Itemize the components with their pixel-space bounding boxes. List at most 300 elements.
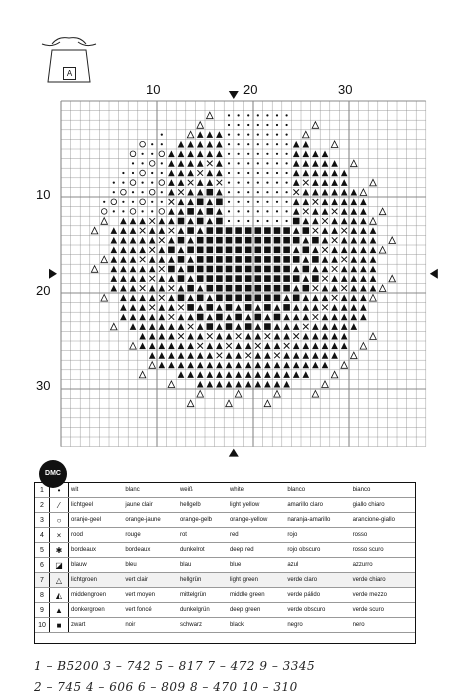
stitch-deep-green [197,189,204,196]
stitch-black [235,266,242,273]
legend-row [35,543,415,558]
stitch-white [142,162,144,164]
stitch-orange-yellow [159,180,165,186]
stitch-white [122,182,124,184]
legend-num: 8 [35,588,50,603]
stitch-white [257,143,259,145]
stitch-deep-green [245,333,252,340]
stitch-deep-green [303,237,310,244]
stitch-deep-green [130,266,137,273]
stitch-deep-green [274,343,281,350]
legend-num: 6 [35,558,50,573]
stitch-white [247,210,249,212]
stitch-deep-green [226,333,233,340]
stitch-deep-green [351,275,358,282]
stitch-black [274,237,281,244]
stitch-deep-green [264,343,271,350]
stitch-black [245,247,252,254]
stitch-black [216,285,223,292]
stitch-white [228,143,230,145]
stitch-deep-green [207,131,214,138]
stitch-deep-green [197,141,204,148]
stitch-deep-green [159,362,166,369]
stitch-deep-green [139,275,146,282]
stitch-deep-green [159,275,166,282]
stitch-deep-green [187,362,194,369]
stitch-deep-green [303,141,310,148]
stitch-deep-green [149,237,156,244]
stitch-black [245,304,252,311]
stitch-deep-green [178,266,185,273]
stitch-deep-green [168,323,175,330]
stitch-black [303,285,310,292]
stitch-deep-green [168,343,175,350]
stitch-deep-green [139,266,146,273]
stitch-red [149,276,155,282]
stitch-deep-green [341,247,348,254]
stitch-black [178,275,185,282]
stitch-white [276,172,278,174]
stitch-white [238,114,240,116]
stitch-white [257,162,259,164]
stitch-red [169,199,175,205]
stitch-red [332,266,338,272]
stitch-deep-green [139,343,146,350]
stitch-black [197,275,204,282]
legend-nl: lichtgeel [69,498,124,513]
stitch-deep-green [351,189,358,196]
stitch-deep-green [139,237,146,244]
stitch-deep-green [341,275,348,282]
legend-en: orange-yellow [228,513,285,528]
stitch-deep-green [130,275,137,282]
legend-fr: bordeaux [123,543,178,558]
stitch-deep-green [293,371,300,378]
stitch-red [341,257,347,263]
stitch-deep-green [351,247,358,254]
legend-es: naranja-amarillo [285,513,350,528]
stitch-deep-green [341,314,348,321]
stitch-deep-green [370,266,377,273]
stitch-deep-green [216,333,223,340]
stitch-deep-green [216,304,223,311]
stitch-deep-green [293,199,300,206]
legend-num: 2 [35,498,50,513]
legend-de: rot [178,528,228,543]
stitch-deep-green [274,323,281,330]
stitch-white [238,182,240,184]
stitch-white [238,172,240,174]
stitch-deep-green [197,333,204,340]
stitch-red [265,333,271,339]
x-tick-20: 20 [243,82,258,97]
stitch-red [303,209,309,215]
stitch-deep-green [293,343,300,350]
stitch-deep-green [178,343,185,350]
stitch-deep-green [178,179,185,186]
stitch-deep-green [197,371,204,378]
stitch-black [226,227,233,234]
stitch-deep-green [111,266,118,273]
legend-num: 10 [35,618,50,633]
legend-en: deep green [228,603,285,618]
stitch-white [122,172,124,174]
stitch-deep-green [139,314,146,321]
stitch-deep-green [235,362,242,369]
legend-de: mittelgrün [178,588,228,603]
legend-row [35,618,415,633]
stitch-deep-green [187,275,194,282]
stitch-white [266,162,268,164]
stitch-white [257,182,259,184]
stitch-deep-green [226,381,233,388]
stitch-deep-green [226,362,233,369]
stitch-white [266,182,268,184]
stitch-black [178,237,185,244]
stitch-white [247,182,249,184]
stitch-deep-green [360,218,367,225]
stitch-white [276,220,278,222]
stitch-deep-green [216,323,223,330]
stitch-white [247,191,249,193]
stitch-deep-green [322,323,329,330]
stitch-deep-green [283,333,290,340]
stitch-deep-green [235,323,242,330]
stitch-deep-green [264,352,271,359]
handwritten-note-line-1: 1 – B5200 3 – 742 5 – 817 7 – 472 9 – 3345 [34,659,316,673]
stitch-white [151,210,153,212]
stitch-deep-green [149,323,156,330]
stitch-black [245,295,252,302]
stitch-black [283,237,290,244]
stitch-black [226,256,233,263]
stitch-deep-green [360,237,367,244]
legend-symbol: ◪ [50,558,69,573]
legend-row [35,558,415,573]
stitch-orange-yellow [101,209,107,215]
stitch-white [228,172,230,174]
stitch-deep-green [216,160,223,167]
stitch-deep-green [303,170,310,177]
stitch-deep-green [331,189,338,196]
stitch-black [293,218,300,225]
stitch-deep-green [111,285,118,292]
stitch-deep-green [245,362,252,369]
stitch-red [332,295,338,301]
stitch-red [178,333,184,339]
stitch-black [235,227,242,234]
stitch-deep-green [187,256,194,263]
stitch-black [216,237,223,244]
stitch-white [247,172,249,174]
stitch-black [207,227,214,234]
stitch-red [207,161,213,167]
stitch-deep-green [264,371,271,378]
stitch-deep-green [341,179,348,186]
stitch-deep-green [351,256,358,263]
stitch-deep-green [130,218,137,225]
stitch-deep-green [312,208,319,215]
stitch-deep-green [351,227,358,234]
stitch-light-green [370,333,377,340]
stitch-deep-green [360,208,367,215]
stitch-orange-yellow [111,199,117,205]
stitch-black [197,237,204,244]
stitch-deep-green [197,151,204,158]
stitch-deep-green [245,314,252,321]
stitch-black [168,266,175,273]
stitch-white [151,143,153,145]
stitch-white [247,143,249,145]
stitch-red [293,333,299,339]
center-arrow-bottom [229,449,239,457]
stitch-white [132,191,134,193]
stitch-white [238,201,240,203]
stitch-deep-green [331,333,338,340]
stitch-deep-green [168,304,175,311]
stitch-deep-green [293,151,300,158]
legend-it: verde scuro [351,603,415,618]
stitch-deep-green [130,237,137,244]
stitch-deep-green [207,170,214,177]
legend-nl: rood [69,528,124,543]
stitch-white [238,134,240,136]
stitch-deep-green [293,227,300,234]
stitch-deep-green [130,314,137,321]
stitch-white [113,210,115,212]
stitch-black [226,285,233,292]
stitch-deep-green [312,266,319,273]
stitch-black [168,247,175,254]
stitch-deep-green [341,208,348,215]
stitch-black [235,256,242,263]
stitch-deep-green [283,352,290,359]
legend-num: 4 [35,528,50,543]
stitch-deep-green [331,323,338,330]
stitch-light-green [303,131,310,138]
legend-it: bianco [351,483,415,498]
stitch-black [216,199,223,206]
stitch-black [216,275,223,282]
stitch-deep-green [274,333,281,340]
stitch-deep-green [149,295,156,302]
stitch-deep-green [187,160,194,167]
stitch-deep-green [351,295,358,302]
legend-fr: noir [123,618,178,633]
legend-nl: wit [69,483,124,498]
legend-symbol: △ [50,573,69,588]
stitch-orange-yellow [130,209,136,215]
stitch-deep-green [264,381,271,388]
stitch-white [286,143,288,145]
color-legend [34,482,416,644]
stitch-white [238,143,240,145]
stitch-deep-green [331,247,338,254]
stitch-white [103,201,105,203]
stitch-black [293,275,300,282]
legend-en: black [228,618,285,633]
stitch-deep-green [235,381,242,388]
stitch-deep-green [303,218,310,225]
legend-en: white [228,483,285,498]
stitch-black [216,218,223,225]
stitch-deep-green [149,256,156,263]
stitch-white [161,143,163,145]
stitch-deep-green [322,199,329,206]
stitch-deep-green [283,295,290,302]
stitch-deep-green [168,295,175,302]
stitch-black [187,266,194,273]
stitch-black [245,266,252,273]
stitch-white [132,162,134,164]
stitch-deep-green [370,275,377,282]
stitch-deep-green [111,237,118,244]
stitch-white [257,220,259,222]
stitch-deep-green [159,218,166,225]
stitch-deep-green [312,247,319,254]
stitch-red [322,218,328,224]
stitch-deep-green [197,131,204,138]
stitch-deep-green [322,151,329,158]
stitch-white [113,191,115,193]
stitch-deep-green [245,371,252,378]
stitch-white [151,182,153,184]
stitch-deep-green [207,199,214,206]
stitch-black [264,227,271,234]
stitch-deep-green [360,247,367,254]
stitch-deep-green [293,362,300,369]
stitch-deep-green [168,237,175,244]
stitch-deep-green [274,371,281,378]
legend-row [35,513,415,528]
stitch-deep-green [111,275,118,282]
stitch-deep-green [226,371,233,378]
stitch-light-green [370,295,377,302]
stitch-black [255,275,262,282]
legend-nl: lichtgroen [69,573,124,588]
stitch-orange-yellow [159,209,165,215]
stitch-black [274,314,281,321]
stitch-black [293,256,300,263]
stitch-red [322,305,328,311]
stitch-deep-green [312,323,319,330]
stitch-deep-green [331,256,338,263]
stitch-deep-green [139,333,146,340]
legend-de: dunkelrot [178,543,228,558]
stitch-red [313,285,319,291]
stitch-red [140,228,146,234]
stitch-deep-green [264,314,271,321]
stitch-light-green [101,218,108,225]
stitch-deep-green [159,314,166,321]
stitch-deep-green [331,285,338,292]
legend-de: schwarz [178,618,228,633]
stitch-deep-green [360,314,367,321]
stitch-red [226,343,232,349]
stitch-deep-green [130,295,137,302]
stitch-red [293,189,299,195]
stitch-red [303,324,309,330]
x-tick-10: 10 [146,82,161,97]
stitch-black [255,256,262,263]
legend-es: negro [285,618,350,633]
stitch-light-green [168,381,175,388]
stitch-black [207,266,214,273]
stitch-deep-green [312,151,319,158]
stitch-orange-yellow [149,161,155,167]
stitch-red [217,353,223,359]
stitch-deep-green [197,323,204,330]
stitch-black [274,285,281,292]
stitch-deep-green [331,314,338,321]
stitch-black [197,266,204,273]
stitch-deep-green [120,304,127,311]
stitch-deep-green [245,343,252,350]
stitch-light-green [235,391,242,398]
stitch-black [264,266,271,273]
stitch-black [216,227,223,234]
stitch-deep-green [130,256,137,263]
stitch-white [161,172,163,174]
stitch-black [226,266,233,273]
x-tick-30: 30 [338,82,353,97]
stitch-white [286,134,288,136]
stitch-deep-green [341,304,348,311]
stitch-orange-yellow [149,189,155,195]
legend-it: arancione-giallo [351,513,415,528]
stitch-deep-green [255,333,262,340]
stitch-deep-green [303,362,310,369]
stitch-white [238,220,240,222]
stitch-deep-green [178,371,185,378]
legend-en: blue [228,558,285,573]
stitch-black [255,314,262,321]
stitch-deep-green [207,362,214,369]
stitch-white [286,172,288,174]
stitch-deep-green [331,275,338,282]
stitch-white [161,134,163,136]
stitch-deep-green [159,285,166,292]
stitch-black [226,247,233,254]
center-arrow-top [229,91,239,99]
stitch-black [187,227,194,234]
stitch-deep-green [341,237,348,244]
stitch-deep-green [187,371,194,378]
stitch-deep-green [303,304,310,311]
stitch-black [187,285,194,292]
stitch-deep-green [159,256,166,263]
stitch-white [276,124,278,126]
legend-en: middle green [228,588,285,603]
stitch-black [245,256,252,263]
stitch-white [257,210,259,212]
stitch-white [276,210,278,212]
stitch-red [313,199,319,205]
stitch-deep-green [255,323,262,330]
pouch-label: A [63,67,76,80]
stitch-deep-green [341,333,348,340]
stitch-deep-green [351,314,358,321]
stitch-black [283,304,290,311]
stitch-red [313,228,319,234]
legend-symbol: ✱ [50,543,69,558]
stitch-deep-green [303,151,310,158]
stitch-deep-green [274,304,281,311]
stitch-deep-green [187,343,194,350]
stitch-black [187,304,194,311]
stitch-red [274,353,280,359]
stitch-black [274,247,281,254]
